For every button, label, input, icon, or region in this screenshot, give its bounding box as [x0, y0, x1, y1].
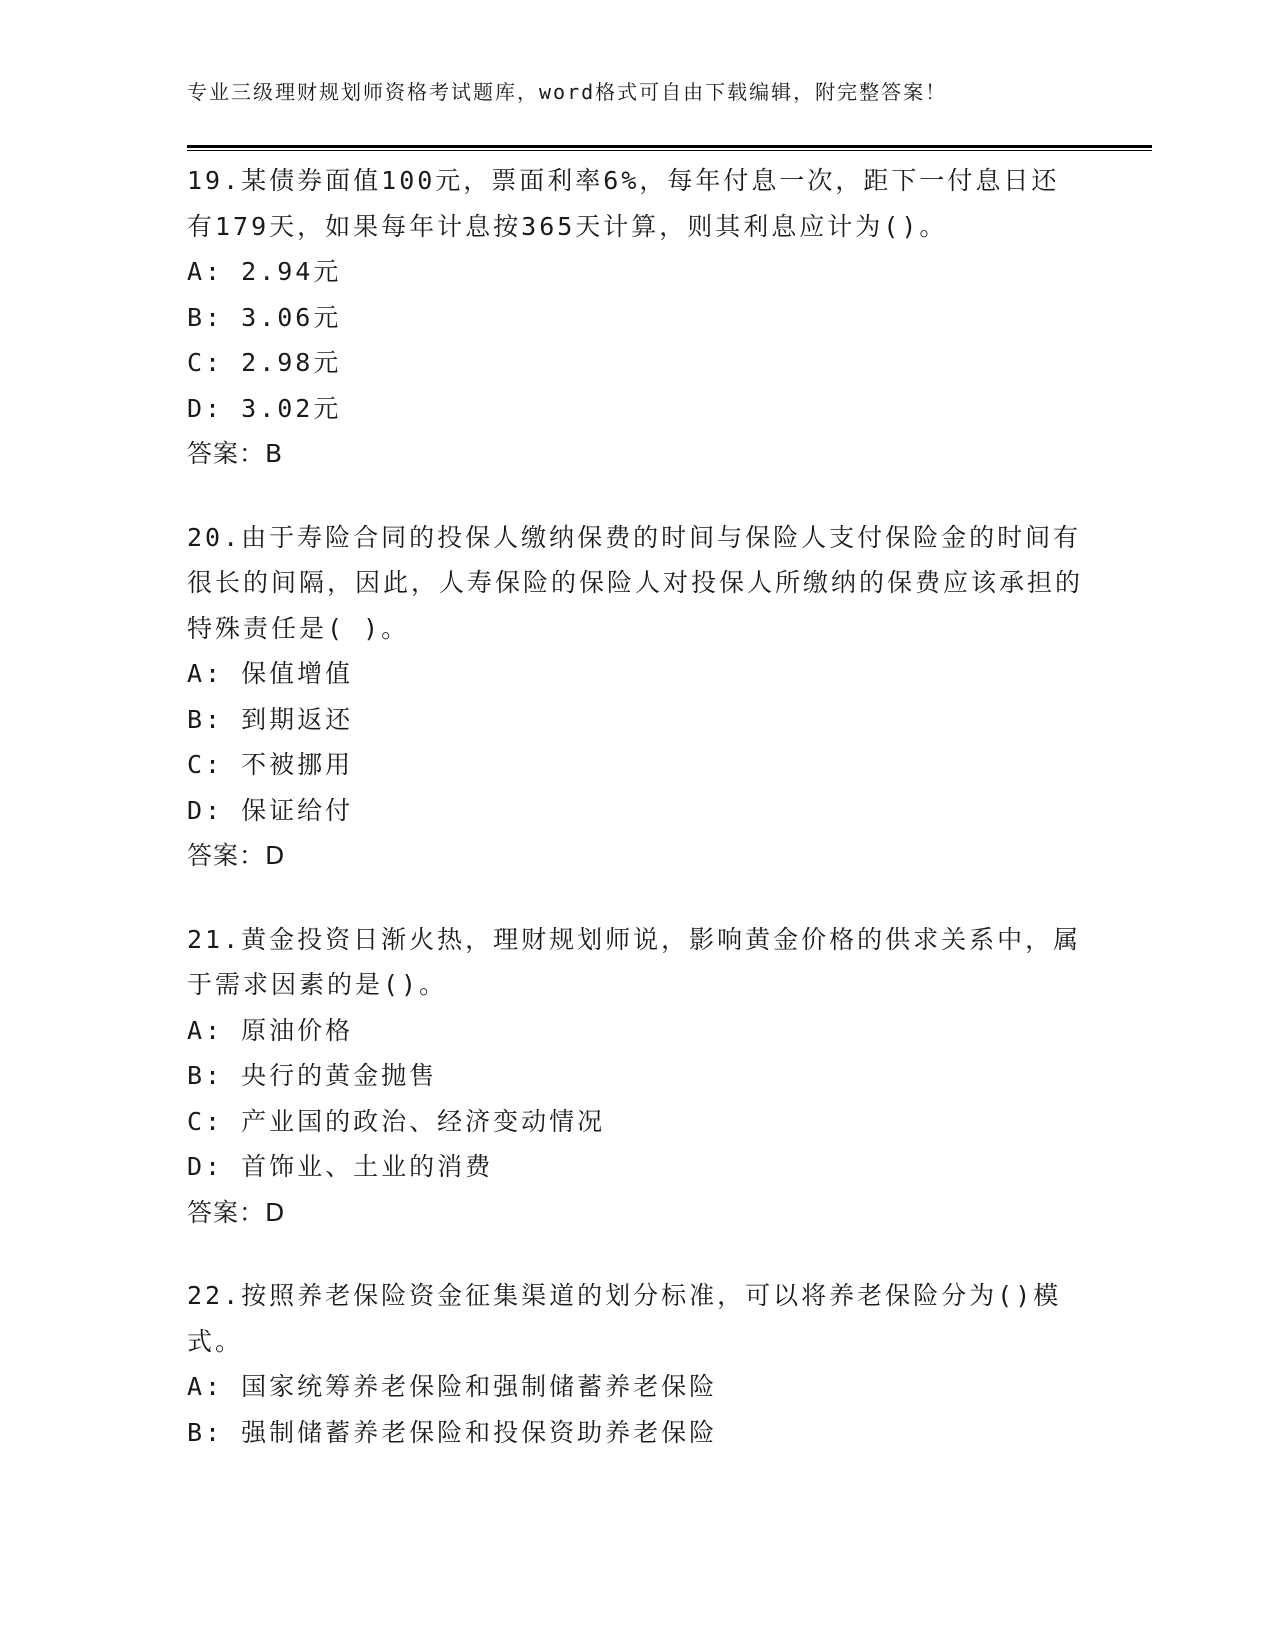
option-d: D: 首饰业、土业的消费 — [187, 1152, 494, 1181]
answer-line: 答案：D — [187, 841, 286, 870]
question-text: 22.按照养老保险资金征集渠道的划分标准，可以将养老保险分为()模式。 — [187, 1281, 1062, 1356]
question-20 — [187, 515, 1087, 879]
option-c: C: 不被挪用 — [187, 750, 354, 779]
header-rule-thick — [187, 145, 1152, 148]
question-text: 21.黄金投资日渐火热，理财规划师说，影响黄金价格的供求关系中，属于需求因素的是()。 — [187, 924, 1082, 999]
answer-line: 答案：B — [187, 439, 284, 468]
option-b: B: 到期返还 — [187, 704, 354, 734]
option-a: A: 国家统筹养老保险和强制储蓄养老保险 — [187, 1372, 718, 1401]
option-a: A: 原油价格 — [187, 1015, 354, 1045]
header-rule-thin — [187, 150, 1152, 151]
question-21 — [187, 917, 1087, 1236]
option-b: B: 强制储蓄养老保险和投保资助养老保险 — [187, 1417, 718, 1447]
question-22 — [187, 1273, 1087, 1455]
page-header: 专业三级理财规划师资格考试题库，word格式可自由下载编辑，附完整答案！ — [187, 80, 948, 104]
option-c: C: 2.98元 — [187, 348, 342, 377]
question-text: 19.某债券面值100元，票面利率6%，每年付息一次，距下一付息日还有179天，如果每年计息按365天计算，则其利息应计为()。 — [187, 166, 1060, 241]
option-a: A: 2.94元 — [187, 257, 342, 286]
option-d: D: 3.02元 — [187, 393, 342, 423]
option-a: A: 保值增值 — [187, 659, 354, 688]
answer-line: 答案：D — [187, 1197, 286, 1227]
option-b: B: 3.06元 — [187, 302, 342, 332]
option-d: D: 保证给付 — [187, 795, 354, 825]
question-text: 20.由于寿险合同的投保人缴纳保费的时间与保险人支付保险金的时间有很长的间隔，因此，人寿保险的保险人对投保人所缴纳的保费应该承担的特殊责任是( )。 — [187, 522, 1084, 643]
question-list — [187, 158, 1087, 1493]
question-19 — [187, 158, 1087, 477]
option-b: B: 央行的黄金抛售 — [187, 1061, 438, 1090]
option-c: C: 产业国的政治、经济变动情况 — [187, 1106, 606, 1136]
